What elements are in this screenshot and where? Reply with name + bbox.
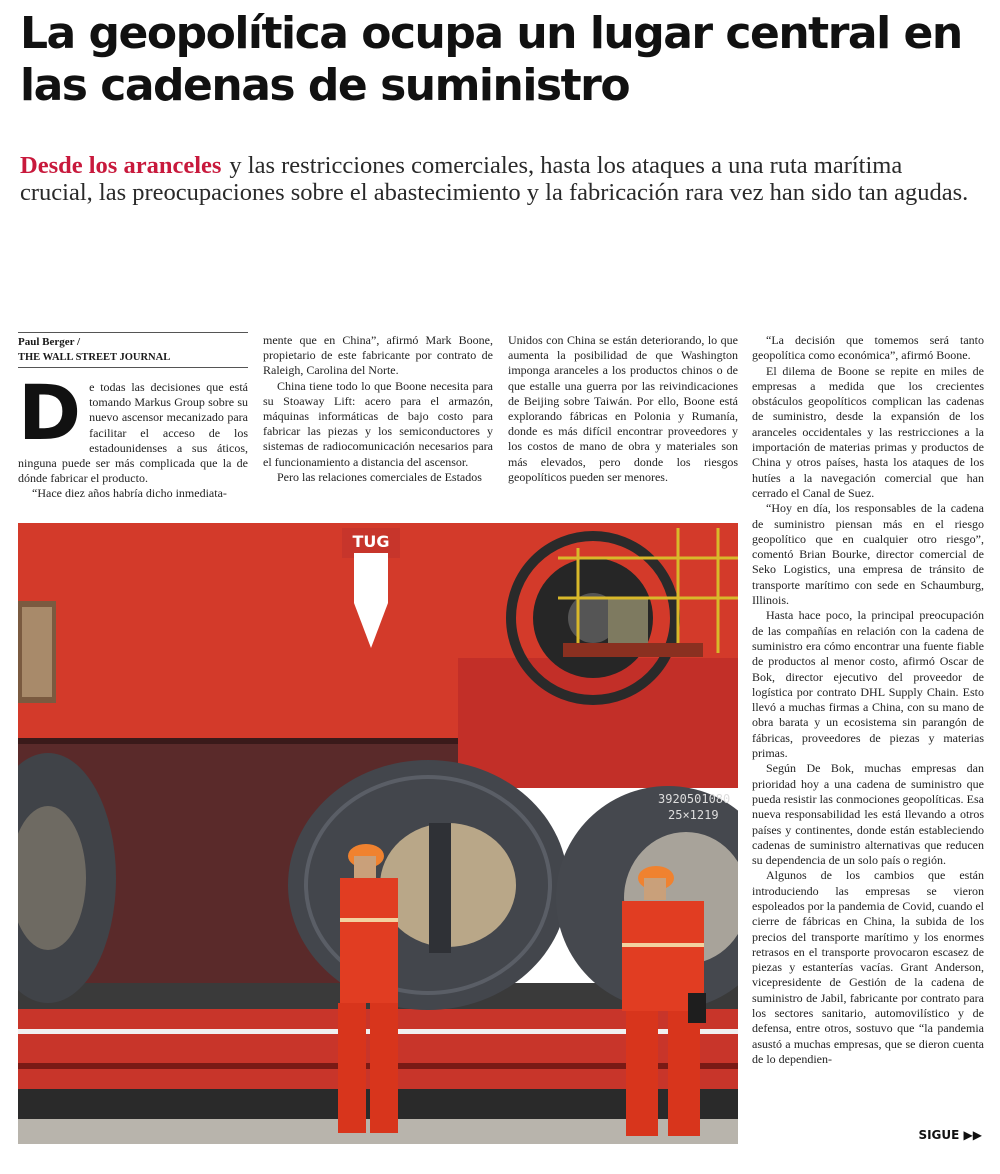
tug-sign-text: TUG [352,532,390,551]
photo-illustration [18,523,738,1144]
paragraph: mente que en China”, afirmó Mark Boone, propietario de este fabricante por contrato de Raleigh, Carolina del Norte. [263,333,493,378]
paragraph: Pero las relaciones comerciales de Estados [277,469,482,484]
paragraph: Algunos de los cambios que están introduciendo las empresas se vieron espoleados por la pandemia de Covid, cuando el cierre de fábricas en China, la subida de los precios del transporte marítimo y los enormes retrasos en el transporte provocaron escasez de piezas y estanterías vacías. Grant Anderson, vicepresidente de Gestión de la cadena de suministro de Jabil, fabricante por contrato para los sectores sanitario, automovilístico y de defensa, entre otros, sostuvo que “la pandemia asustó a muchas empresas, que se dieron cuenta de lo dependien- [752,868,984,1066]
subheadline [20,152,970,206]
paragraph: China tiene todo lo que Boone necesita para su Stoaway Lift: acero para el armazón, máquinas informáticas de bajo costo para fabricar las piezas y los semiconductores y sistemas de radiocomunicación necesarios para el funcionamiento a distancia del ascensor. [263,378,493,469]
byline-organization: THE WALL STREET JOURNAL [18,352,248,368]
coil-label-1: 3920501080 [658,792,731,806]
subheadline-lead: Desde los aranceles [20,152,222,179]
paragraph: El dilema de Boone se repite en miles de empresas a medida que los crecientes obstáculos geopolíticos complican las cadenas de suministro, desde la expansión de los aranceles occidentales y las restricciones a la importación de materias primas y productos de China y otros países, hasta los ataques de los hutíes a la navegación comercial que han cerrado el Canal de Suez. [752,363,984,500]
paragraph: “Hoy en día, los responsables de la cadena de suministro piensan más en el riesgo geopolítico que en cualquier otro riesgo”, comentó Brian Bourke, director comercial de Seko Logistics, una empresa de tránsito de transporte marítimo con sede en Schaumburg, Illinois. [752,501,984,608]
paragraph: Según De Bok, muchas empresas dan prioridad hoy a una cadena de suministro que pueda resistir las conmociones geopolíticas. Esa nueva responsabilidad les está llevando a otros países y continentes, donde están estableciendo cadenas de suministro alternativas que reducen su dependencia de un solo país o región. [752,761,984,868]
article-column-4 [752,333,984,1067]
paragraph-first [18,368,248,486]
article-column-3 [508,333,738,485]
paragraph: “Hace diez años habría dicho inmediata- [32,486,227,501]
drop-cap: D [18,368,82,457]
article-photo [18,523,738,1144]
article-column-2 [263,333,493,485]
continue-label: SIGUE ▶▶ [918,1128,982,1142]
paragraph: “La decisión que tomemos será tanto geopolítica como económica”, afirmó Boone. [752,333,984,363]
headline: La geopolítica ocupa un lugar central en las cadenas de suministro [20,8,962,111]
paragraph-first-text: e todas las decisiones que está tomando Markus Group sobre su nuevo ascensor mecanizado para facilitar el acceso de los estadounidenses a sus áticos, ninguna puede ser más complicada que la de dónde fabricar el producto. [18,380,248,486]
machine-box [608,598,648,643]
platform [563,643,703,657]
article-column-1 [18,368,248,502]
subheadline-text: y las restricciones comerciales, hasta los ataques a una ruta marítima crucial, las preocupaciones sobre el abastecimiento y la fabricación rara vez han sido tan agudas. [20,152,969,206]
paragraph: Hasta hace poco, la principal preocupación de las compañías en relación con la cadena de suministro era cómo encontrar una fuente fiable de productos al menor costo, afirmó Oscar de Bok, director ejecutivo del proveedor de logística por contrato DHL Supply Chain. Esto llevó a muchas firmas a China, con su mano de obra barata y un ecosistema sin parangón de fábricas, proveedores de piezas y materias primas. [752,608,984,761]
byline-author: Paul Berger / [18,336,81,348]
byline [18,332,248,368]
paragraph: Unidos con China se están deteriorando, lo que aumenta la posibilidad de que Washington imponga aranceles a los productos chinos o de que estalle una guerra por las reivindicaciones de Beijing sobre Taiwán. Por ello, Boone está explorando fábricas en Polonia y Rumanía, donde es más difícil encontrar proveedores y los costos de mano de obra y materiales son más elevados, pero donde los riesgos geopolíticos pueden ser menores. [508,333,738,484]
coil-label-2: 25×1219 [668,808,719,822]
